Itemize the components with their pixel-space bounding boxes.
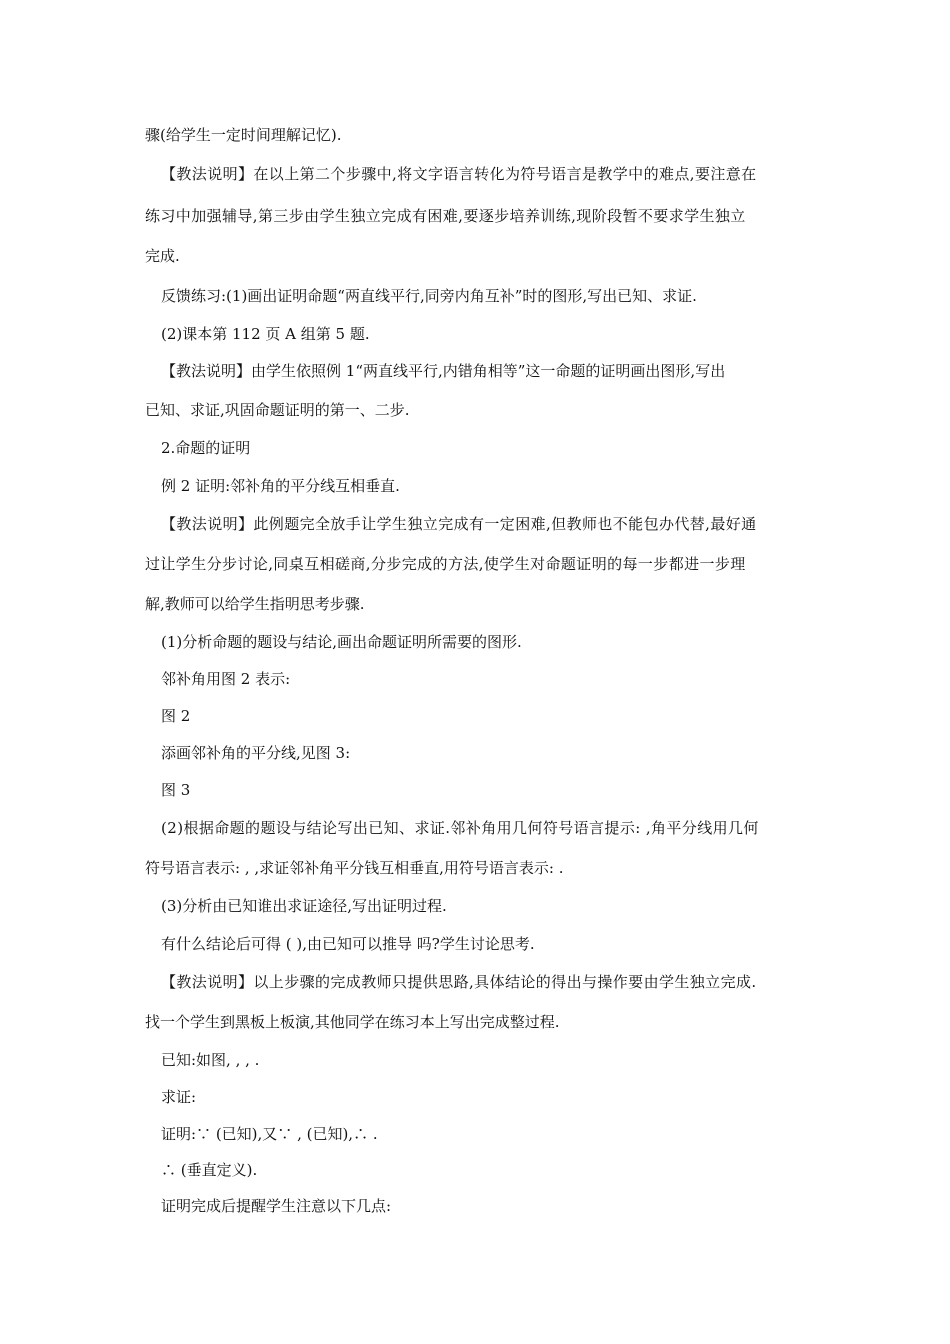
text-line: 【教法说明】以上步骤的完成教师只提供思路,具体结论的得出与操作要由学生独立完成.: [161, 973, 757, 991]
text-line: 过让学生分步讨论,同桌互相磋商,分步完成的方法,使学生对命题证明的每一步都进一步理: [145, 555, 746, 573]
text-line: 【教法说明】在以上第二个步骤中,将文字语言转化为符号语言是教学中的难点,要注意在: [161, 165, 757, 183]
text-line: 【教法说明】此例题完全放手让学生独立完成有一定困难,但教师也不能包办代替,最好通: [161, 515, 757, 533]
text-line: 邻补角用图 2 表示:: [161, 670, 291, 688]
text-line: 已知、求证,巩固命题证明的第一、二步.: [145, 401, 410, 419]
text-line: 完成.: [145, 247, 180, 265]
figure-caption: 图 3: [161, 781, 191, 799]
text-line: 练习中加强辅导,第三步由学生独立完成有困难,要逐步培养训练,现阶段暂不要求学生独立: [145, 207, 746, 225]
text-line: (1)分析命题的题设与结论,画出命题证明所需要的图形.: [161, 633, 522, 651]
text-line: 添画邻补角的平分线,见图 3:: [161, 744, 351, 762]
text-line: 符号语言表示: , ,求证邻补角平分钱互相垂直,用符号语言表示: .: [145, 859, 564, 877]
text-line: 骤(给学生一定时间理解记忆).: [145, 126, 342, 144]
text-line: 解,教师可以给学生指明思考步骤.: [145, 595, 365, 613]
text-line: 证明完成后提醒学生注意以下几点:: [161, 1197, 392, 1215]
text-line: 找一个学生到黑板上板演,其他同学在练习本上写出完成整过程.: [145, 1013, 560, 1031]
text-line: 【教法说明】由学生依照例 1“两直线平行,内错角相等”这一命题的证明画出图形,写出: [161, 362, 726, 380]
text-line: (3)分析由已知谁出求证途径,写出证明过程.: [161, 897, 447, 915]
text-line: (2)根据命题的题设与结论写出已知、求证.邻补角用几何符号语言提示: ,角平分线用几何: [161, 819, 759, 837]
text-line: (2)课本第 112 页 A 组第 5 题.: [161, 325, 370, 343]
text-line: 已知:如图, , , .: [161, 1051, 260, 1069]
text-line: 有什么结论后可得 ( ),由已知可以推导 吗?学生讨论思考.: [161, 935, 535, 953]
text-line: 例 2 证明:邻补角的平分线互相垂直.: [161, 477, 400, 495]
text-line: 反馈练习:(1)画出证明命题“两直线平行,同旁内角互补”时的图形,写出已知、求证.: [161, 287, 697, 305]
figure-caption: 图 2: [161, 707, 191, 725]
text-line: 求证:: [161, 1088, 197, 1106]
section-heading: 2.命题的证明: [161, 439, 251, 457]
text-line: 证明:∵ (已知),又∵ , (已知),∴ .: [161, 1125, 378, 1143]
text-line: ∴ (垂直定义).: [161, 1161, 258, 1179]
